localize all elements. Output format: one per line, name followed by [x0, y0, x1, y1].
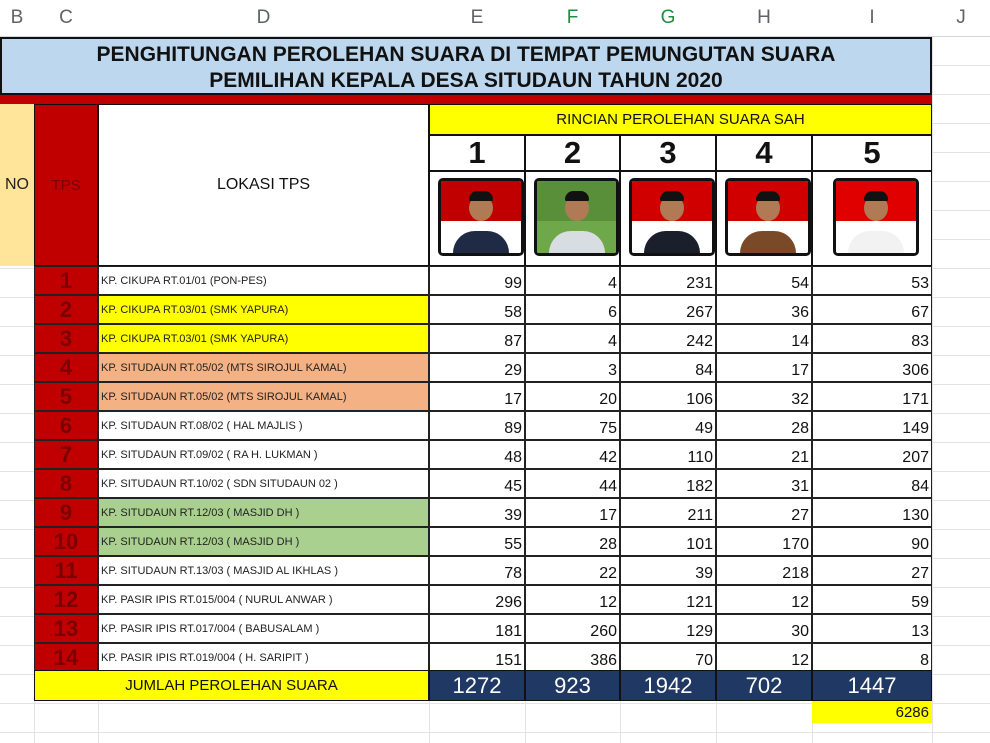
candidate-number[interactable]: 1	[429, 135, 525, 171]
vote-cell[interactable]: 42	[525, 440, 620, 469]
vote-cell[interactable]: 39	[429, 498, 525, 527]
tps-number[interactable]: 6	[34, 411, 98, 440]
tps-location[interactable]: KP. SITUDAUN RT.10/02 ( SDN SITUDAUN 02 )	[98, 469, 429, 498]
vote-cell[interactable]: 99	[429, 266, 525, 295]
candidate-photo-cell	[525, 171, 620, 266]
header-tps[interactable]: TPS	[34, 104, 98, 266]
vote-cell[interactable]: 70	[620, 643, 716, 672]
vote-cell[interactable]: 20	[525, 382, 620, 411]
column-header-d[interactable]: D	[98, 0, 429, 37]
vote-cell[interactable]: 3	[525, 353, 620, 382]
vote-cell[interactable]: 36	[716, 295, 812, 324]
vote-cell[interactable]: 27	[716, 498, 812, 527]
peci-cap	[756, 191, 780, 201]
vote-cell[interactable]: 12	[525, 585, 620, 614]
vote-cell[interactable]: 306	[812, 353, 932, 382]
candidate-photo-cell	[620, 171, 716, 266]
candidate-total[interactable]: 1942	[620, 670, 716, 701]
title-line-2: PEMILIHAN KEPALA DESA SITUDAUN TAHUN 2020	[209, 69, 723, 92]
tps-number[interactable]: 13	[34, 614, 98, 643]
column-header-b[interactable]: B	[0, 0, 34, 37]
vote-cell[interactable]: 27	[812, 556, 932, 585]
candidate-photo[interactable]	[629, 178, 715, 256]
vote-cell[interactable]: 242	[620, 324, 716, 353]
vote-cell[interactable]: 129	[620, 614, 716, 643]
tps-number[interactable]: 4	[34, 353, 98, 382]
tps-location[interactable]: KP. SITUDAUN RT.05/02 (MTS SIROJUL KAMAL)	[98, 353, 429, 382]
column-header-e[interactable]: E	[429, 0, 525, 37]
vote-cell[interactable]: 211	[620, 498, 716, 527]
candidate-photo[interactable]	[534, 178, 619, 256]
vote-cell[interactable]: 84	[812, 469, 932, 498]
candidate-number[interactable]: 4	[716, 135, 812, 171]
vote-cell[interactable]: 49	[620, 411, 716, 440]
vote-cell[interactable]: 149	[812, 411, 932, 440]
tps-location[interactable]: KP. SITUDAUN RT.08/02 ( HAL MAJLIS )	[98, 411, 429, 440]
candidate-photo[interactable]	[438, 178, 524, 256]
tps-number[interactable]: 5	[34, 382, 98, 411]
person-torso	[453, 231, 509, 256]
vote-cell[interactable]: 6	[525, 295, 620, 324]
person-torso	[549, 231, 605, 256]
person-torso	[740, 231, 796, 256]
person-torso	[848, 231, 904, 256]
column-header-h[interactable]: H	[716, 0, 812, 37]
peci-cap	[469, 191, 493, 201]
vote-cell[interactable]: 218	[716, 556, 812, 585]
vote-cell[interactable]: 58	[429, 295, 525, 324]
candidate-photo-cell	[429, 171, 525, 266]
tps-location[interactable]: KP. SITUDAUN RT.12/03 ( MASJID DH )	[98, 527, 429, 556]
candidate-photo-cell	[812, 171, 932, 266]
candidate-number[interactable]: 3	[620, 135, 716, 171]
tps-location[interactable]: KP. SITUDAUN RT.13/03 ( MASJID AL IKHLAS )	[98, 556, 429, 585]
column-header-c[interactable]: C	[34, 0, 98, 37]
vote-cell[interactable]: 182	[620, 469, 716, 498]
total-label[interactable]: JUMLAH PEROLEHAN SUARA	[34, 670, 429, 701]
vote-cell[interactable]: 260	[525, 614, 620, 643]
candidate-total[interactable]: 702	[716, 670, 812, 701]
candidate-number[interactable]: 2	[525, 135, 620, 171]
tps-location[interactable]: KP. SITUDAUN RT.05/02 (MTS SIROJUL KAMAL)	[98, 382, 429, 411]
candidate-photo[interactable]	[725, 178, 811, 256]
candidate-total[interactable]: 1447	[812, 670, 932, 701]
vote-cell[interactable]: 181	[429, 614, 525, 643]
vote-cell[interactable]: 17	[525, 498, 620, 527]
vote-cell[interactable]: 83	[812, 324, 932, 353]
title-line-1: PENGHITUNGAN PEROLEHAN SUARA DI TEMPAT PEMUNGUTAN SUARA	[96, 43, 836, 66]
tps-number[interactable]: 12	[34, 585, 98, 614]
vote-cell[interactable]: 12	[716, 643, 812, 672]
tps-number[interactable]: 11	[34, 556, 98, 585]
header-lokasi[interactable]: LOKASI TPS	[98, 104, 429, 266]
vote-cell[interactable]: 39	[620, 556, 716, 585]
tps-number[interactable]: 14	[34, 643, 98, 672]
vote-cell[interactable]: 207	[812, 440, 932, 469]
vote-cell[interactable]: 31	[716, 469, 812, 498]
vote-cell[interactable]: 17	[429, 382, 525, 411]
vote-cell[interactable]: 4	[525, 324, 620, 353]
column-header-i[interactable]: I	[812, 0, 932, 37]
candidate-total[interactable]: 1272	[429, 670, 525, 701]
tps-location[interactable]: KP. SITUDAUN RT.09/02 ( RA H. LUKMAN )	[98, 440, 429, 469]
peci-cap	[864, 191, 888, 201]
vote-cell[interactable]: 21	[716, 440, 812, 469]
vote-cell[interactable]: 48	[429, 440, 525, 469]
tps-number[interactable]: 7	[34, 440, 98, 469]
vote-cell[interactable]: 54	[716, 266, 812, 295]
candidate-total[interactable]: 923	[525, 670, 620, 701]
tps-location[interactable]: KP. SITUDAUN RT.12/03 ( MASJID DH )	[98, 498, 429, 527]
tps-number[interactable]: 2	[34, 295, 98, 324]
vote-cell[interactable]: 53	[812, 266, 932, 295]
vote-cell[interactable]: 22	[525, 556, 620, 585]
peci-cap	[565, 191, 589, 201]
vote-cell[interactable]: 110	[620, 440, 716, 469]
tps-location[interactable]: KP. PASIR IPIS RT.019/004 ( H. SARIPIT )	[98, 643, 429, 672]
vote-cell[interactable]: 89	[429, 411, 525, 440]
grid-hline	[0, 732, 990, 733]
vote-cell[interactable]: 90	[812, 527, 932, 556]
vote-cell[interactable]: 106	[620, 382, 716, 411]
vote-cell[interactable]: 4	[525, 266, 620, 295]
vote-cell[interactable]: 386	[525, 643, 620, 672]
tps-number[interactable]: 8	[34, 469, 98, 498]
tps-number[interactable]: 10	[34, 527, 98, 556]
header-rincian[interactable]: RINCIAN PEROLEHAN SUARA SAH	[429, 104, 932, 135]
vote-cell[interactable]: 28	[716, 411, 812, 440]
vote-cell[interactable]: 44	[525, 469, 620, 498]
vote-cell[interactable]: 296	[429, 585, 525, 614]
vote-cell[interactable]: 12	[716, 585, 812, 614]
grand-total[interactable]: 6286	[812, 701, 932, 723]
tps-location[interactable]: KP. CIKUPA RT.03/01 (SMK YAPURA)	[98, 295, 429, 324]
vote-cell[interactable]: 171	[812, 382, 932, 411]
vote-cell[interactable]: 29	[429, 353, 525, 382]
vote-cell[interactable]: 231	[620, 266, 716, 295]
vote-cell[interactable]: 151	[429, 643, 525, 672]
vote-cell[interactable]: 78	[429, 556, 525, 585]
candidate-photo-cell	[716, 171, 812, 266]
vote-cell[interactable]: 45	[429, 469, 525, 498]
tps-location[interactable]: KP. PASIR IPIS RT.017/004 ( BABUSALAM )	[98, 614, 429, 643]
vote-cell[interactable]: 32	[716, 382, 812, 411]
vote-cell[interactable]: 170	[716, 527, 812, 556]
tps-number[interactable]: 3	[34, 324, 98, 353]
vote-cell[interactable]: 130	[812, 498, 932, 527]
vote-cell[interactable]: 30	[716, 614, 812, 643]
candidate-photo[interactable]	[833, 178, 919, 256]
person-torso	[644, 231, 700, 256]
column-header-f[interactable]: F	[525, 0, 620, 37]
vote-cell[interactable]: 8	[812, 643, 932, 672]
vote-cell[interactable]: 67	[812, 295, 932, 324]
tps-location[interactable]: KP. PASIR IPIS RT.015/004 ( NURUL ANWAR )	[98, 585, 429, 614]
vote-cell[interactable]: 101	[620, 527, 716, 556]
tps-location[interactable]: KP. CIKUPA RT.01/01 (PON-PES)	[98, 266, 429, 295]
vote-cell[interactable]: 55	[429, 527, 525, 556]
vote-cell[interactable]: 87	[429, 324, 525, 353]
tps-location[interactable]: KP. CIKUPA RT.03/01 (SMK YAPURA)	[98, 324, 429, 353]
vote-cell[interactable]: 14	[716, 324, 812, 353]
vote-cell[interactable]: 59	[812, 585, 932, 614]
tps-number[interactable]: 9	[34, 498, 98, 527]
red-divider	[0, 95, 932, 104]
column-header-g[interactable]: G	[620, 0, 716, 37]
tps-number[interactable]: 1	[34, 266, 98, 295]
vote-cell[interactable]: 267	[620, 295, 716, 324]
vote-cell[interactable]: 121	[620, 585, 716, 614]
column-header-j[interactable]: J	[932, 0, 990, 37]
sheet-title[interactable]	[0, 37, 932, 95]
vote-cell[interactable]: 84	[620, 353, 716, 382]
peci-cap	[660, 191, 684, 201]
vote-cell[interactable]: 17	[716, 353, 812, 382]
vote-cell[interactable]: 13	[812, 614, 932, 643]
vote-cell[interactable]: 75	[525, 411, 620, 440]
candidate-number[interactable]: 5	[812, 135, 932, 171]
grid-vline	[932, 0, 933, 743]
vote-cell[interactable]: 28	[525, 527, 620, 556]
header-no[interactable]: NO	[0, 104, 34, 266]
